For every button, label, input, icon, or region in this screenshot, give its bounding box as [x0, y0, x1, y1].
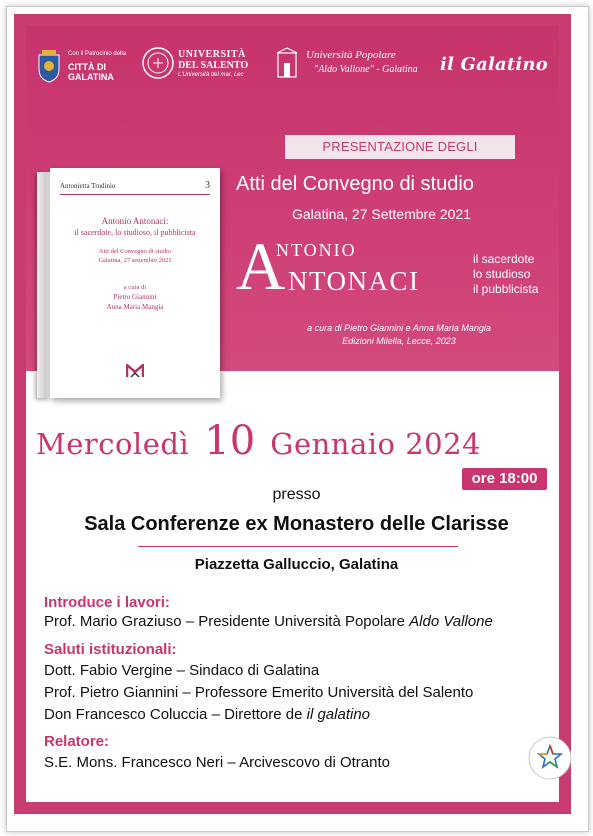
curatori-line-2: Edizioni Milella, Lecce, 2023	[342, 336, 456, 346]
event-date	[36, 418, 556, 464]
introduce-text: Prof. Mario Graziuso – Presidente Università Popolare	[44, 613, 410, 630]
book-series	[60, 182, 210, 195]
city-galatina-logo	[36, 49, 146, 89]
universita-popolare-logo	[276, 47, 436, 87]
crest-icon	[36, 49, 62, 83]
book-subtitle-1: Atti del Convegno di studio	[98, 248, 172, 255]
book-subtitle-2: Galatina, 27 settembre 2021	[98, 257, 172, 264]
presentazione-label: PRESENTAZIONE DEGLI	[285, 135, 515, 159]
relatore-line: S.E. Mons. Francesco Neri – Arcivescovo di Otranto	[44, 754, 390, 771]
curatori	[254, 322, 544, 348]
servizio-civile-logo	[527, 735, 573, 781]
saluti-3-text: Don Francesco Coluccia – Direttore de	[44, 706, 307, 723]
unipop-line1: Università Popolare	[306, 49, 396, 61]
city-logo-line1: CITTÀ DI	[68, 62, 106, 72]
unisalento-line1: UNIVERSITÀ	[178, 49, 246, 60]
event-time-badge: ore 18:00	[462, 468, 547, 490]
venue-address: Piazzetta Galluccio, Galatina	[194, 556, 399, 573]
saluti-line-3	[44, 706, 370, 723]
venue-name: Sala Conferenze ex Monastero delle Clarisse	[84, 513, 509, 535]
event-month-year: Gennaio 2024	[270, 427, 482, 461]
book-cover	[37, 168, 222, 403]
book-curator-1: Pietro Giannini	[113, 293, 157, 301]
convegno-date: Galatina, 27 Settembre 2021	[292, 206, 472, 222]
role-item: il sacerdote	[473, 252, 535, 266]
book-front	[50, 168, 220, 398]
name-last: NTONACI	[288, 266, 420, 296]
introduce-italic: Aldo Vallone	[409, 613, 493, 630]
building-icon	[276, 47, 298, 79]
atti-title: Atti del Convegno di studio	[236, 173, 474, 195]
publisher-m-icon	[126, 364, 144, 378]
book-title-1: Antonio Antonaci:	[101, 216, 169, 226]
book-series-number: 3	[205, 180, 210, 191]
role-item: il pubblicista	[473, 282, 539, 296]
saluti-3-italic: il galatino	[306, 706, 371, 723]
unisalento-line3: L'Università del mar. Lec	[178, 72, 244, 78]
book-spine	[37, 172, 51, 398]
relatore-title: Relatore:	[44, 733, 110, 750]
book-curator-2: Anna Maria Mangia	[106, 303, 164, 311]
introduce-line	[44, 613, 493, 630]
il-galatino-logo: il Galatino	[440, 54, 548, 75]
saluti-title: Saluti istituzionali:	[44, 641, 177, 658]
divider	[138, 546, 458, 547]
city-logo-line2: GALATINA	[68, 72, 114, 82]
seal-icon	[142, 47, 174, 79]
book-series-label: Antonietta Trudinio	[60, 182, 116, 190]
unisalento-line2: DEL SALENTO	[178, 60, 249, 71]
introduce-title: Introduce i lavori:	[44, 594, 170, 611]
curatori-line-1: a cura di Pietro Giannini e Anna Maria Mangia	[307, 323, 491, 333]
event-day: Mercoledì	[36, 427, 190, 461]
saluti-line-2: Prof. Pietro Giannini – Professore Emerito Università del Salento	[44, 684, 474, 701]
presso-label: presso	[272, 486, 321, 503]
book-curator-label: a cura di	[123, 284, 147, 291]
header-logos	[26, 44, 559, 94]
role-item: lo studioso	[473, 267, 531, 281]
unisalento-logo	[142, 47, 260, 87]
event-day-number: 10	[204, 418, 256, 464]
unipop-line2: "Aldo Vallone" - Galatina	[314, 64, 418, 75]
name-first: NTONIO	[276, 240, 357, 260]
saluti-line-1: Dott. Fabio Vergine – Sindaco di Galatina	[44, 662, 320, 679]
roles-list	[473, 252, 538, 297]
book-title-2: il sacerdote, lo studioso, il pubblicista	[74, 228, 196, 237]
city-logo-small-text: Con il Patrocinio della	[68, 51, 127, 57]
name-initial: A	[236, 228, 286, 304]
